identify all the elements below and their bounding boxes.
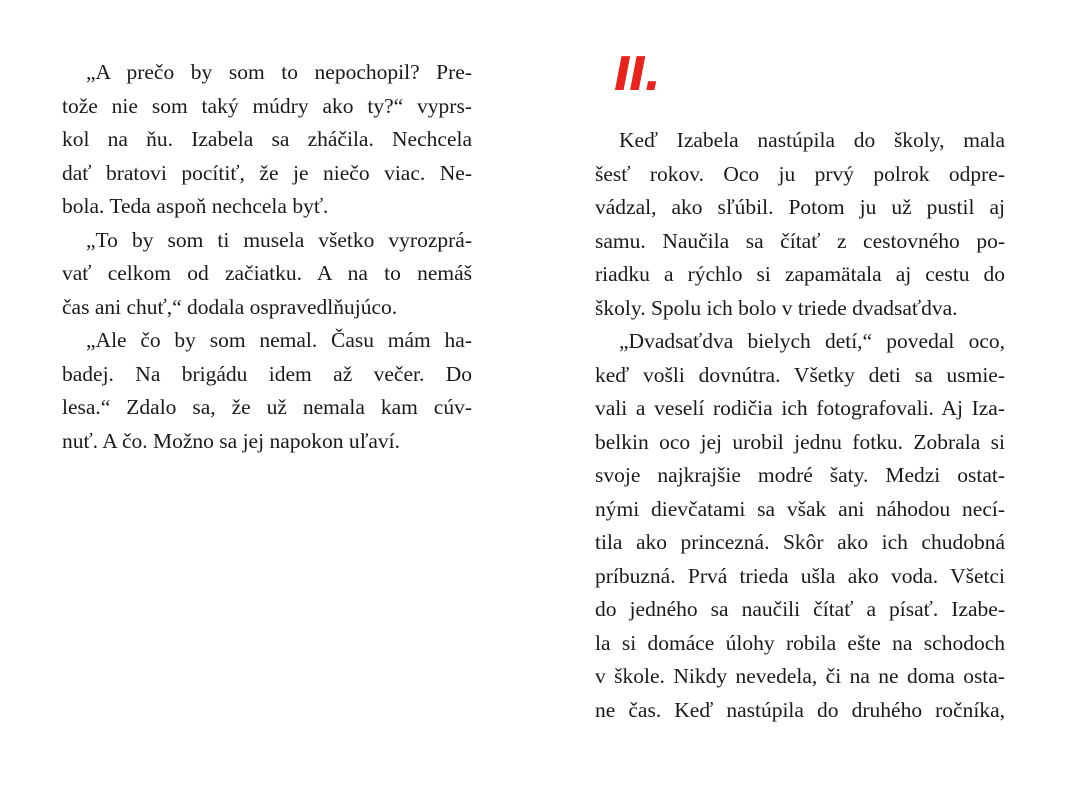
text-line: lesa.“ Zdalo sa, že už nemala kam cúv-: [62, 395, 472, 419]
text-line: školy. Spolu ich bolo v triede dvadsaťdva.: [595, 295, 958, 320]
text-line: „Ale čo by som nemal. Času mám ha-: [86, 328, 472, 352]
text-line: samu. Naučila sa čítať z cestovného po-: [595, 228, 1005, 253]
text-line: riadku a rýchlo si zapamätala aj cestu do: [595, 262, 1005, 286]
chapter-number: II.: [614, 47, 660, 101]
left-page-text: [62, 56, 472, 458]
text-line: „A prečo by som to nepochopil? Pre-: [86, 60, 472, 84]
text-line: belkin oco jej urobil jednu fotku. Zobrala si: [595, 429, 1005, 454]
text-line: do jedného sa naučili čítať a písať. Izabe-: [595, 597, 1005, 621]
text-line: bola. Teda aspoň nechcela byť.: [62, 194, 329, 218]
right-page-text: [595, 124, 1005, 727]
text-line: dať bratovi pocítiť, že je niečo viac. Ne-: [62, 160, 472, 185]
text-line: tože nie som taký múdry ako ty?“ vyprs-: [62, 93, 472, 118]
text-line: la si domáce úlohy robila ešte na schodoch: [595, 630, 1005, 655]
text-line: „To by som ti musela všetko vyrozprá-: [86, 227, 472, 252]
text-line: svoje najkrajšie modré šaty. Medzi ostat-: [595, 463, 1005, 487]
text-line: nuť. A čo. Možno sa jej napokon uľaví.: [62, 428, 400, 453]
text-line: vali a veselí rodičia ich fotografovali. Aj Iza-: [595, 396, 1005, 420]
text-line: Keď Izabela nastúpila do školy, mala: [619, 128, 1005, 152]
text-line: príbuzná. Prvá trieda ušla ako voda. Všetci: [595, 563, 1005, 588]
text-line: „Dvadsaťdva bielych detí,“ povedal oco,: [619, 329, 1005, 353]
text-line: v škole. Nikdy nevedela, či na ne doma osta-: [595, 664, 1005, 688]
text-line: keď vošli dovnútra. Všetky deti sa usmie-: [595, 362, 1005, 387]
text-line: ne čas. Keď nastúpila do druhého ročníka,: [595, 697, 1005, 722]
text-line: badej. Na brigádu idem až večer. Do: [62, 361, 472, 386]
text-line: šesť rokov. Oco ju prvý polrok odpre-: [595, 161, 1005, 186]
text-line: vádzal, ako sľúbil. Potom ju už pustil aj: [595, 195, 1005, 219]
text-line: nými dievčatami sa však ani náhodou necí-: [595, 496, 1005, 521]
text-line: kol na ňu. Izabela sa zháčila. Nechcela: [62, 127, 472, 151]
text-line: vať celkom od začiatku. A na to nemáš: [62, 261, 472, 285]
text-line: čas ani chuť,“ dodala ospravedlňujúco.: [62, 294, 398, 319]
text-line: tila ako princezná. Skôr ako ich chudobná: [595, 530, 1005, 554]
